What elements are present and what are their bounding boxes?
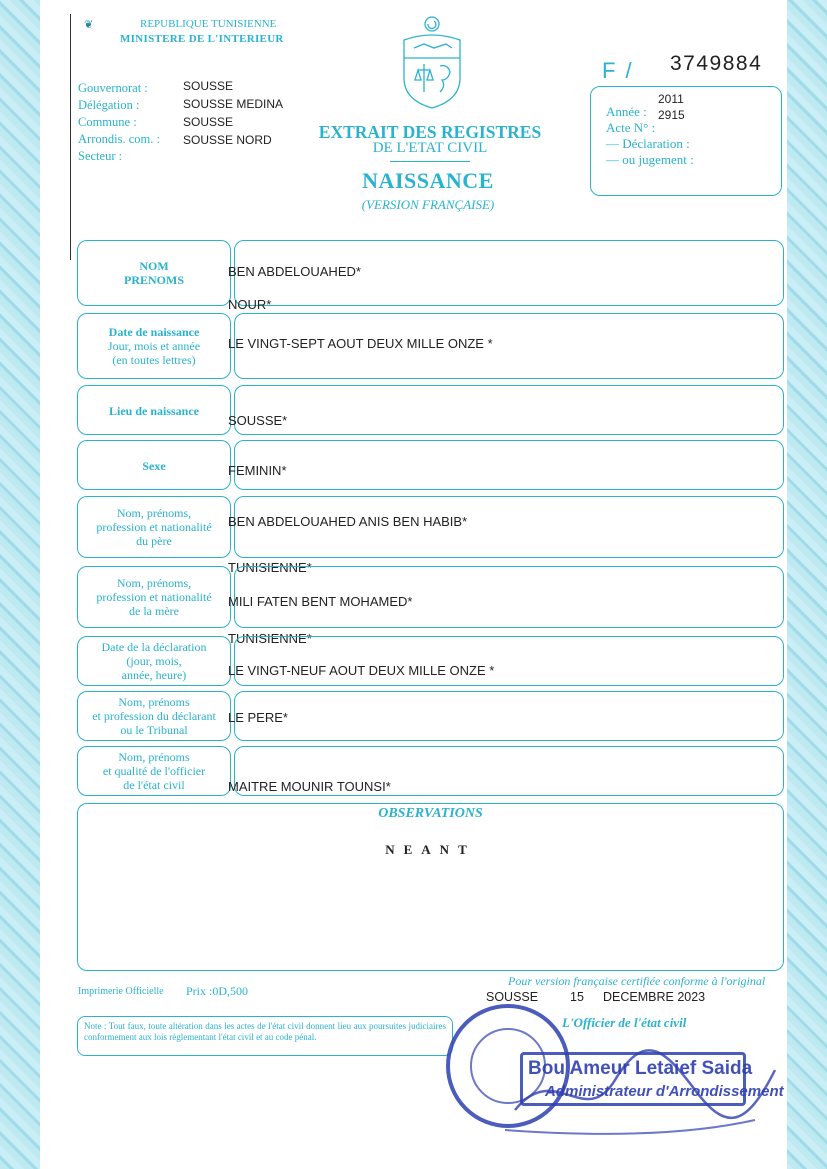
coat-of-arms-icon [400,14,464,110]
bird-icon: ❦ [84,19,94,31]
row-label-pere [77,496,231,558]
label-secteur: Secteur : [78,149,123,163]
row-value-box [234,691,784,741]
row-value-box [234,385,784,435]
value-officier: MAITRE MOUNIR TOUNSI* [228,779,391,794]
signature-icon [495,1040,785,1140]
title-version: (VERSION FRANÇAISE) [361,197,495,212]
label-commune: Commune : [78,115,137,129]
value-nom: BEN ABDELOUAHED* [228,264,361,279]
value-pere: BEN ABDELOUAHED ANIS BEN HABIB* [228,514,468,529]
row-label-officier [77,746,231,796]
value-declarant: LE PERE* [228,710,288,725]
header-republic: REPUBLIQUE TUNISIENNE [140,18,277,30]
margin-line [70,14,71,260]
value-date-naissance: LE VINGT-SEPT AOUT DEUX MILLE ONZE * [228,336,493,351]
observations-title: OBSERVATIONS [378,806,483,821]
value-mere: MILI FATEN BENT MOHAMED* [228,594,413,609]
value-arrondissement: SOUSSE NORD [183,133,272,147]
row-label-text: Nom, prénoms, profession et nationalité de la mère [96,576,212,618]
issue-month-year: DECEMBRE 2023 [603,990,706,1004]
title-naissance: NAISSANCE [362,168,494,193]
label-delegation: Délégation : [78,98,140,112]
title-extrait: EXTRAIT DES REGISTRES [318,122,542,142]
issue-day: 15 [570,990,584,1004]
row-label-sexe [77,440,231,490]
observations-value: NEANT [385,842,476,857]
row-label-text: Nom, prénoms et profession du déclarant ou le Tribunal [92,695,216,737]
value-delegation: SOUSSE MEDINA [183,97,284,111]
value-acte: 2915 [658,108,685,122]
title-etat-civil: DE L'ETAT CIVIL [372,140,488,156]
admin-values [183,77,283,149]
label-jugement: — ou jugement : [606,152,694,167]
label-declaration: — Déclaration : [606,136,690,151]
admin-labels [78,80,160,165]
value-annee: 2011 [658,92,684,106]
value-prenom: NOUR* [228,297,272,312]
officer-title: L'Officier de l'état civil [562,1015,687,1030]
row-value-box [234,440,784,490]
header-ministry: MINISTERE DE L'INTERIEUR [120,33,284,45]
value-pere-nationalite: TUNISIENNE* [228,560,312,575]
row-label-text: Nom, prénoms et qualité de l'officier de l'état civil [102,750,206,792]
value-date-declaration: LE VINGT-NEUF AOUT DEUX MILLE ONZE * [228,663,495,678]
label-gouvernorat: Gouvernorat : [78,81,148,95]
row-label-text: Sexe [142,459,166,473]
row-label-lieu-naissance [77,385,231,435]
value-gouvernorat: SOUSSE [183,79,234,93]
form-prefix: F / [602,58,634,83]
row-label-text: Date de la déclaration (jour, mois, année, heure) [101,640,207,682]
form-number: 3749884 [670,52,763,75]
row-label-text: Lieu de naissance [108,404,199,418]
row-label-date-naissance [77,313,231,379]
row-label-text: Nom, prénoms, profession et nationalité du père [96,506,212,548]
row-label-bold: Date de naissance [108,325,200,339]
price-label: Prix :0D,500 [186,984,249,998]
stamp-name: Bou Ameur Letaief Saida [528,1058,753,1079]
row-label-text: NOM PRENOMS [124,259,184,287]
legal-note: Note : Tout faux, toute altération dans les actes de l'état civil donnent lieu aux poursuites judiciaires conformement aux lois règlementant l'état civil et au code pénal. [77,1016,453,1056]
act-values [658,91,685,123]
row-label-text: Jour, mois et année (en toutes lettres) [107,339,201,367]
stamp-function: Administrateur d'Arrondissement [545,1083,784,1100]
value-mere-nationalite: TUNISIENNE* [228,631,312,646]
value-lieu-naissance: SOUSSE* [228,413,288,428]
title-divider [390,161,470,162]
label-acte: Acte N° : [606,120,656,135]
value-commune: SOUSSE [183,115,234,129]
row-label-mere [77,566,231,628]
certified-line: Pour version française certifiée conforme à l'original [508,974,766,988]
label-arrondissement: Arrondis. com. : [78,132,160,146]
issue-place: SOUSSE [486,990,539,1004]
row-label-nom-prenoms [77,240,231,306]
row-label-declarant [77,691,231,741]
observations-box [77,803,784,971]
row-label-date-declaration [77,636,231,686]
imprimerie-label: Imprimerie Officielle [78,986,164,997]
row-value-box [234,636,784,686]
label-annee: Année : [606,104,647,119]
value-sexe: FEMININ* [228,463,287,478]
